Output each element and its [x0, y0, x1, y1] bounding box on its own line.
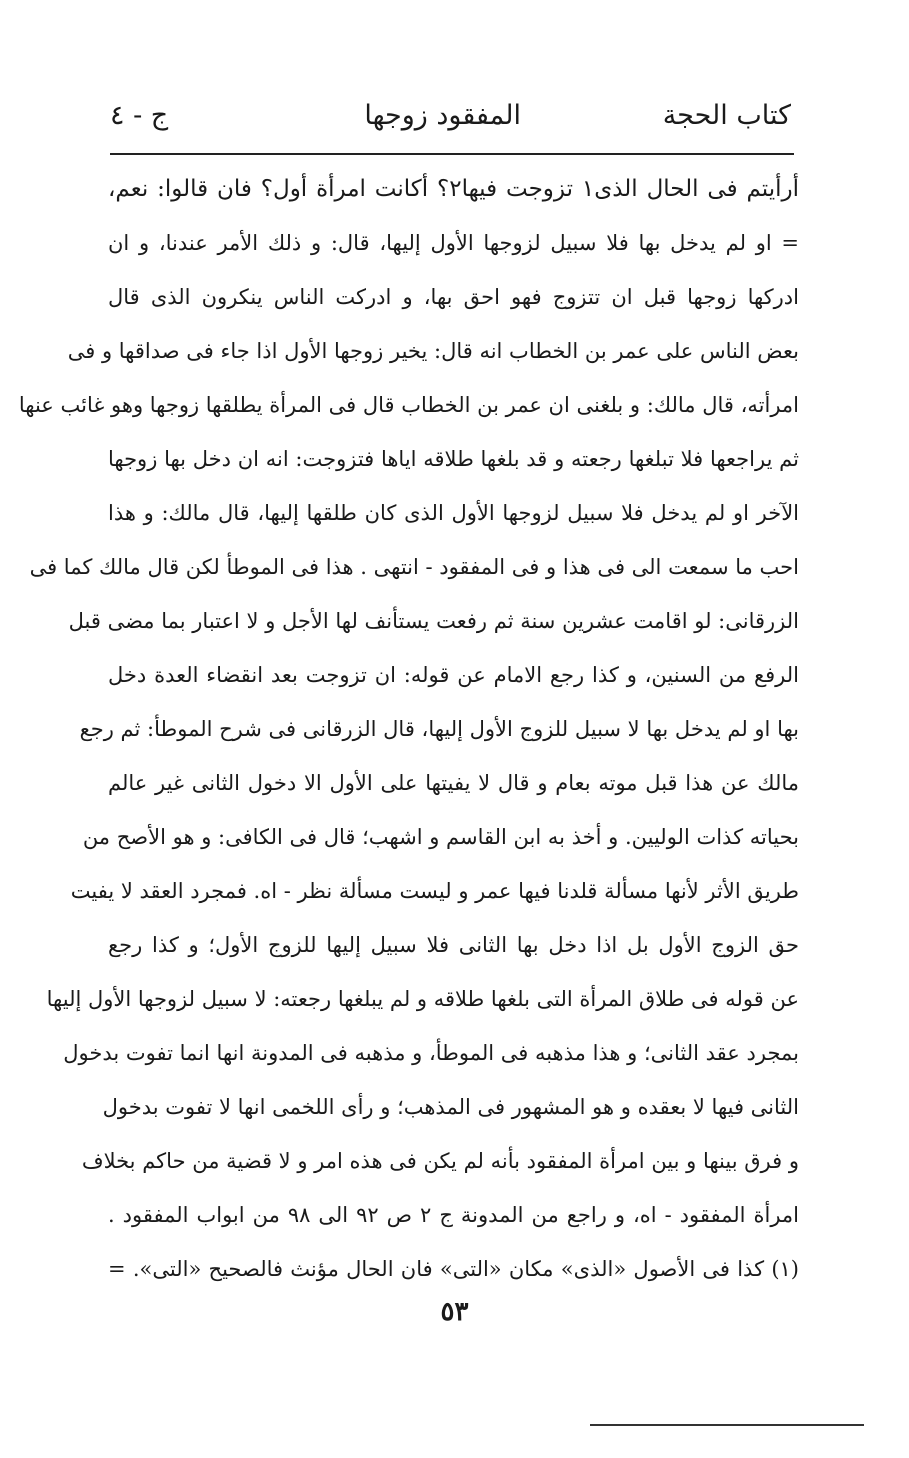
text-line: طريق الأثر لأنها مسألة قلدنا فيها عمر و ليست مسألة نظر - اه. فمجرد العقد لا يفيت — [70, 879, 799, 903]
text-line: الآخر او لم يدخل فلا سبيل لزوجها الأول الذى كان طلقها إليها، قال مالك: و هذا — [108, 501, 799, 525]
chapter-title: المفقود زوجها — [364, 100, 521, 131]
text-line: و فرق بينها و بين امرأة المفقود بأنه لم يكن فى هذه امر و لا قضية من حاكم بخلاف — [81, 1149, 799, 1173]
text-line: امرأة المفقود - اه، و راجع من المدونة ج ٢ ص ٩٢ الى ٩٨ من ابواب المفقود . — [108, 1203, 799, 1227]
text-line: بحياته كذات الوليين. و أخذ به ابن القاسم و اشهب؛ قال فى الكافى: و هو الأصح من — [82, 825, 799, 849]
page-number: ٥٣ — [440, 1297, 469, 1327]
text-line: الرفع من السنين، و كذا رجع الامام عن قوله: ان تزوجت بعد انقضاء العدة دخل — [108, 663, 799, 687]
text-line: بعض الناس على عمر بن الخطاب انه قال: يخير زوجها الأول اذا جاء فى صداقها و فى — [67, 339, 799, 363]
footer-rule — [590, 1424, 864, 1426]
body-text — [18, 162, 799, 1296]
text-line: الثانى فيها لا بعقده و هو المشهور فى المذهب؛ و رأى اللخمى انها لا تفوت بدخول — [102, 1095, 799, 1119]
text-line: ثم يراجعها فلا تبلغها رجعته و قد بلغها طلاقه اياها فتزوجت: انه ان دخل بها زوجها — [108, 447, 799, 471]
volume-number: ج - ٤ — [110, 100, 169, 131]
footnote-line: (١) كذا فى الأصول «الذى» مكان «التى» فان الحال مؤنث فالصحيح «التى». = — [108, 1257, 799, 1281]
text-line: مالك عن هذا قبل موته بعام و قال لا يفيتها على الأول الا دخول الثانى غير عالم — [108, 771, 799, 795]
book-title: كتاب الحجة — [662, 100, 791, 131]
text-line: عن قوله فى طلاق المرأة التى بلغها طلاقه و لم يبلغها رجعته: لا سبيل لزوجها الأول إليها — [46, 987, 799, 1011]
text-line: الزرقانى: لو اقامت عشرين سنة ثم رفعت يستأنف لها الأجل و لا اعتبار بما مضى قبل — [68, 609, 799, 633]
running-header — [110, 100, 791, 150]
header-divider — [110, 153, 794, 155]
text-line: امرأته، قال مالك: و بلغنى ان عمر بن الخطاب قال فى المرأة يطلقها زوجها وهو غائب عنها — [18, 393, 799, 417]
text-line: أرأيتم فى الحال الذى١ تزوجت فيها٢؟ أكانت امرأة أول؟ فان قالوا: نعم، — [108, 176, 799, 202]
text-line: احب ما سمعت الى فى هذا و فى المفقود - انتهى . هذا فى الموطأ لكن قال مالك كما فى — [29, 555, 799, 579]
text-line: = او لم يدخل بها فلا سبيل لزوجها الأول إليها، قال: و ذلك الأمر عندنا، و ان — [108, 231, 799, 255]
text-line: ادركها زوجها قبل ان تتزوج فهو احق بها، و ادركت الناس ينكرون الذى قال — [108, 285, 799, 309]
text-line: بمجرد عقد الثانى؛ و هذا مذهبه فى الموطأ، و مذهبه فى المدونة انها انما تفوت بدخول — [63, 1041, 799, 1065]
text-line: حق الزوج الأول بل اذا دخل بها الثانى فلا سبيل إليها للزوج الأول؛ و كذا رجع — [108, 933, 799, 957]
text-line: بها او لم يدخل بها لا سبيل للزوج الأول إليها، قال الزرقانى فى شرح الموطأ: ثم رجع — [79, 717, 799, 741]
